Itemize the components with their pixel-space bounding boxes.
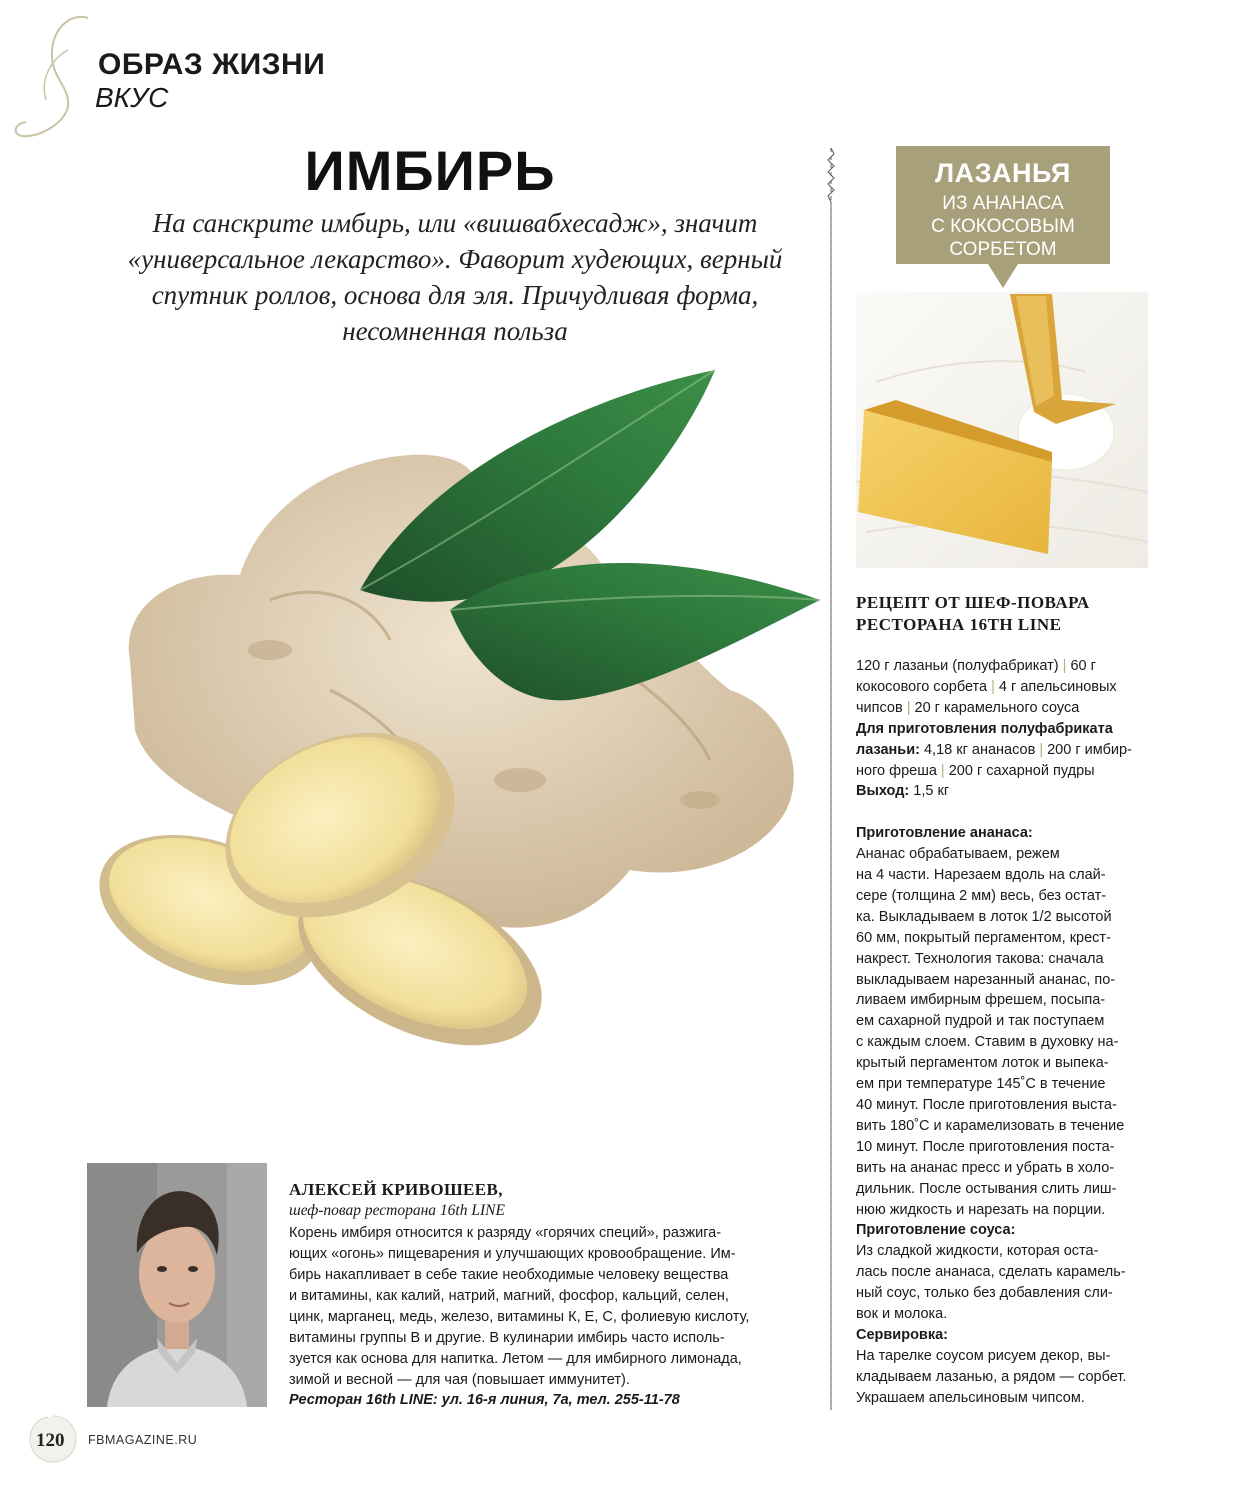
author-quote-line: зуется как основа для напитка. Летом — для имбирного лимонада, [289, 1351, 742, 1367]
recipe-line: Ананас обрабатываем, режем [856, 846, 1060, 863]
separator: | [906, 699, 911, 716]
author-role: шеф-повар ресторана 16th LINE [289, 1202, 505, 1219]
recipe-line: дильник. После остывания слить лиш- [856, 1180, 1117, 1197]
banner-title: ЛАЗАНЬЯ [935, 158, 1071, 188]
recipe-line: нюю жидкость и нарезать на порции. [856, 1201, 1106, 1218]
banner-subtitle-line: С КОКОСОВЫМ [931, 216, 1075, 237]
section-subtitle: ВКУС [95, 82, 169, 113]
ingredient-text: 200 г сахарной пудры [944, 762, 1095, 779]
lead-line: На санскрите имбирь, или «вишвабхесадж», значит [152, 208, 758, 238]
recipe-line: вить на ананас пресс и убрать в холо- [856, 1159, 1115, 1176]
recipe-body [856, 656, 1148, 1409]
pineapple-heading [856, 823, 1148, 844]
article-lead [115, 205, 795, 349]
yield-label: Выход: [856, 783, 910, 800]
page-number: 120 [36, 1430, 65, 1451]
author-name: АЛЕКСЕЙ КРИВОШЕЕВ, [289, 1180, 503, 1199]
author-quote [289, 1223, 809, 1391]
recipe-line: На тарелке соусом рисуем декор, вы- [856, 1347, 1111, 1364]
lead-line: несомненная польза [342, 316, 568, 346]
serving-heading [856, 1325, 1148, 1346]
recipe-line: вок и молока. [856, 1306, 948, 1323]
author-quote-line: витамины группы В и другие. В кулинарии имбирь часто исполь- [289, 1330, 725, 1346]
recipe-line: ка. Выкладываем в лоток 1/2 высотой [856, 908, 1112, 925]
author-quote-line: зимой и весной — для чая (повышает иммунитет). [289, 1372, 630, 1388]
sauce-heading [856, 1220, 1148, 1241]
separator: | [991, 678, 995, 695]
banner-subtitle-line: СОРБЕТОМ [949, 239, 1057, 260]
separator: | [1039, 741, 1044, 758]
recipe-line: 60 мм, покрытый пергаментом, крест- [856, 929, 1111, 946]
author-quote-line: Корень имбиря относится к разряду «горячих специй», разжига- [289, 1225, 722, 1241]
site-url: FBMAGAZINE.RU [88, 1433, 198, 1447]
author-quote-line: и витамины, как калий, натрий, магний, фосфор, кальций, селен, [289, 1288, 729, 1304]
author-quote-line: ющих «огонь» пищеварения и улучшающих кровообращение. Им- [289, 1246, 736, 1262]
semi-product-label-text: Для приготовления полуфабриката [856, 720, 1113, 737]
ingredient-text: чипсов [856, 699, 907, 716]
author-quote-line: цинк, марганец, медь, железо, витамины К, Е, С, фолиевую кислоту, [289, 1309, 750, 1325]
recipe-line: ем сахарной пудрой и так поступаем [856, 1013, 1105, 1030]
recipe-heading-line: РЕЦЕПТ ОТ ШЕФ-ПОВАРА [856, 593, 1090, 612]
sauce-heading-text: Приготовление соуса: [856, 1222, 1016, 1239]
ginger-root-image [90, 360, 830, 1080]
separator: | [940, 762, 945, 779]
ingredient-line [856, 698, 1148, 719]
separator: | [1062, 658, 1067, 674]
recipe-line: на 4 части. Нарезаем вдоль на слай- [856, 867, 1106, 884]
recipe-line: крытый пергаментом лоток и выпека- [856, 1055, 1109, 1072]
recipe-line: лась после ананаса, сделать карамель- [856, 1264, 1126, 1281]
recipe-line: накрест. Технология такова: сначала [856, 950, 1104, 967]
recipe-heading-line: РЕСТОРАНА 16TH LINE [856, 615, 1062, 634]
ingredient-text: 120 г лазаньи (полуфабрикат) [856, 658, 1063, 674]
section-ornament [10, 10, 100, 145]
recipe-line: с каждым слоем. Ставим в духовку на- [856, 1034, 1119, 1051]
article-title: ИМБИРЬ [304, 139, 556, 202]
ingredient-line [856, 677, 1148, 698]
restaurant-address: Ресторан 16th LINE: ул. 16-я линия, 7а, тел. 255-11-78 [289, 1392, 680, 1408]
serving-heading-text: Сервировка: [856, 1326, 948, 1343]
recipe-line: ный соус, только без добавления сли- [856, 1285, 1113, 1302]
recipe-line: Из сладкой жидкости, которая оста- [856, 1243, 1099, 1260]
pineapple-heading-text: Приготовление ананаса: [856, 825, 1033, 842]
yield-line [856, 781, 1148, 802]
ingredient-line [856, 761, 1148, 782]
recipe-heading [856, 592, 1146, 636]
recipe-line: ем при температуре 145˚С в течение [856, 1076, 1106, 1093]
banner-subtitle-line: ИЗ АНАНАСА [942, 193, 1064, 214]
ingredient-text: ного фреша [856, 762, 941, 779]
recipe-line: 40 минут. После приготовления выста- [856, 1097, 1117, 1114]
ingredient-text: 60 г [1066, 658, 1096, 674]
yield-value: 1,5 кг [909, 783, 950, 800]
recipe-line: сере (толщина 2 мм) весь, без остат- [856, 887, 1107, 904]
lead-line: спутник роллов, основа для эля. Причудливая форма, [151, 280, 759, 310]
author-quote-line: бирь накапливает в себе такие необходимые человеку вещества [289, 1267, 729, 1283]
chef-portrait [87, 1163, 267, 1407]
ingredient-line [856, 740, 1148, 761]
recipe-line: Украшаем апельсиновым чипсом. [856, 1389, 1085, 1406]
recipe-line: ливаем имбирным фрешем, посыпа- [856, 992, 1106, 1009]
semi-product-label-text: лазаньи: [856, 741, 920, 758]
recipe-line: кладываем лазанью, а рядом — сорбет. [856, 1368, 1127, 1385]
ingredient-text: 20 г карамельного соуса [910, 699, 1080, 716]
lasagna-dish-image [856, 292, 1148, 568]
column-divider [826, 148, 836, 1410]
ingredient-text: кокосового сорбета [856, 678, 992, 695]
semi-product-label [856, 719, 1148, 740]
recipe-line: 10 минут. После приготовления поста- [856, 1138, 1115, 1155]
ingredient-text: 4 г апельсиновых [994, 678, 1117, 695]
banner-subtitle [918, 192, 1088, 261]
ingredient-line [856, 656, 1148, 677]
ingredient-text: 200 г имбир- [1043, 741, 1132, 758]
recipe-line: выкладываем нарезанный ананас, по- [856, 971, 1116, 988]
recipe-banner [896, 146, 1110, 288]
section-title: ОБРАЗ ЖИЗНИ [98, 48, 326, 81]
lead-line: «универсальное лекарство». Фаворит худеющих, верный [127, 244, 783, 274]
ingredient-text: 4,18 кг ананасов [919, 741, 1040, 758]
recipe-line: вить 180˚С и карамелизовать в течение [856, 1117, 1125, 1134]
